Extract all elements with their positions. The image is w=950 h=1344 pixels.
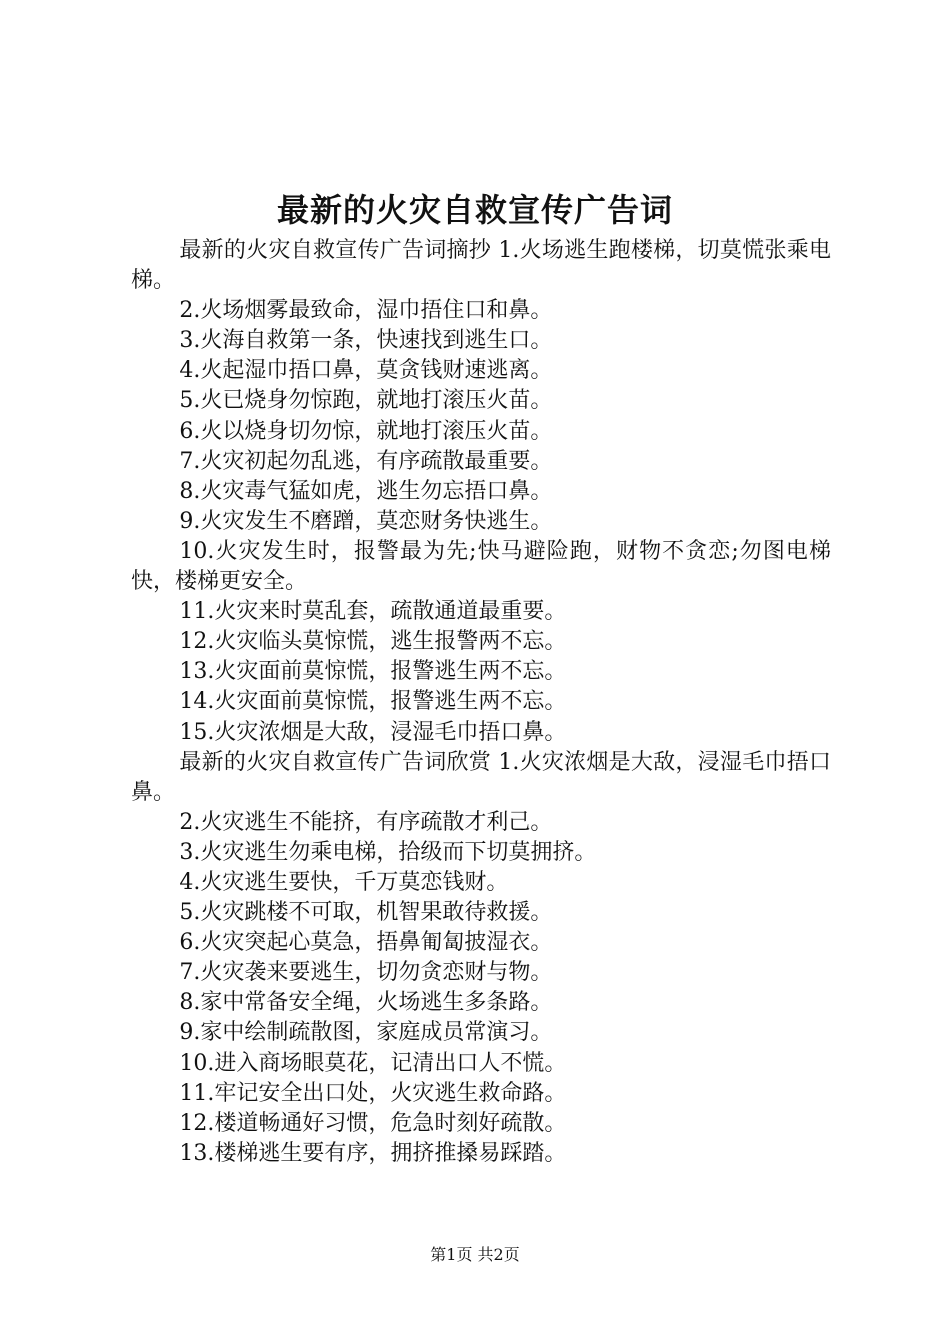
paragraph: 10.火灾发生时，报警最为先;快马避险跑，财物不贪恋;勿图电梯快，楼梯更安全。 (131, 538, 831, 595)
paragraph: 8.家中常备安全绳，火场逃生多条路。 (179, 990, 553, 1016)
document-title: 最新的火灾自救宣传广告词 (276, 191, 673, 229)
paragraph: 3.火海自救第一条，快速找到逃生口。 (179, 328, 553, 354)
paragraph: 6.火灾突起心莫急，捂鼻匍匐披湿衣。 (179, 930, 553, 956)
paragraph: 9.火灾发生不磨蹭，莫恋财务快逃生。 (179, 508, 553, 534)
paragraph: 5.火已烧身勿惊跑，就地打滚压火苗。 (179, 388, 553, 414)
paragraph: 8.火灾毒气猛如虎，逃生勿忘捂口鼻。 (179, 478, 553, 504)
paragraph: 14.火灾面前莫惊慌，报警逃生两不忘。 (179, 689, 567, 715)
page-number-footer: 第1页 共2页 (430, 1245, 520, 1264)
paragraph: 9.家中绘制疏散图，家庭成员常演习。 (179, 1020, 553, 1046)
paragraph: 11.火灾来时莫乱套，疏散通道最重要。 (179, 599, 567, 625)
paragraph: 最新的火灾自救宣传广告词摘抄 1.火场逃生跑楼梯，切莫慌张乘电梯。 (131, 238, 831, 294)
paragraph: 最新的火灾自救宣传广告词欣赏 1.火灾浓烟是大敌，浸湿毛巾捂口鼻。 (131, 749, 831, 805)
paragraph: 11.牢记安全出口处，火灾逃生救命路。 (179, 1080, 567, 1106)
paragraph: 6.火以烧身切勿惊，就地打滚压火苗。 (179, 418, 553, 444)
paragraph: 2.火灾逃生不能挤，有序疏散才利己。 (179, 809, 553, 835)
document-body (131, 236, 831, 1169)
paragraph: 13.楼梯逃生要有序，拥挤推搡易踩踏。 (179, 1140, 567, 1166)
paragraph: 12.楼道畅通好习惯，危急时刻好疏散。 (179, 1110, 567, 1136)
paragraph: 7.火灾初起勿乱逃，有序疏散最重要。 (179, 448, 553, 474)
paragraph: 13.火灾面前莫惊慌，报警逃生两不忘。 (179, 659, 567, 685)
paragraph: 10.进入商场眼莫花，记清出口人不慌。 (179, 1050, 567, 1076)
paragraph: 4.火灾逃生要快，千万莫恋钱财。 (179, 869, 509, 895)
paragraph: 3.火灾逃生勿乘电梯，拾级而下切莫拥挤。 (179, 839, 597, 865)
paragraph: 7.火灾袭来要逃生，切勿贪恋财与物。 (179, 960, 553, 986)
paragraph: 12.火灾临头莫惊慌，逃生报警两不忘。 (179, 629, 567, 655)
paragraph: 5.火灾跳楼不可取，机智果敢待救援。 (179, 900, 553, 926)
paragraph: 15.火灾浓烟是大敌，浸湿毛巾捂口鼻。 (179, 719, 567, 745)
paragraph: 2.火场烟雾最致命，湿巾捂住口和鼻。 (179, 298, 553, 324)
paragraph: 4.火起湿巾捂口鼻，莫贪钱财速逃离。 (179, 358, 553, 384)
